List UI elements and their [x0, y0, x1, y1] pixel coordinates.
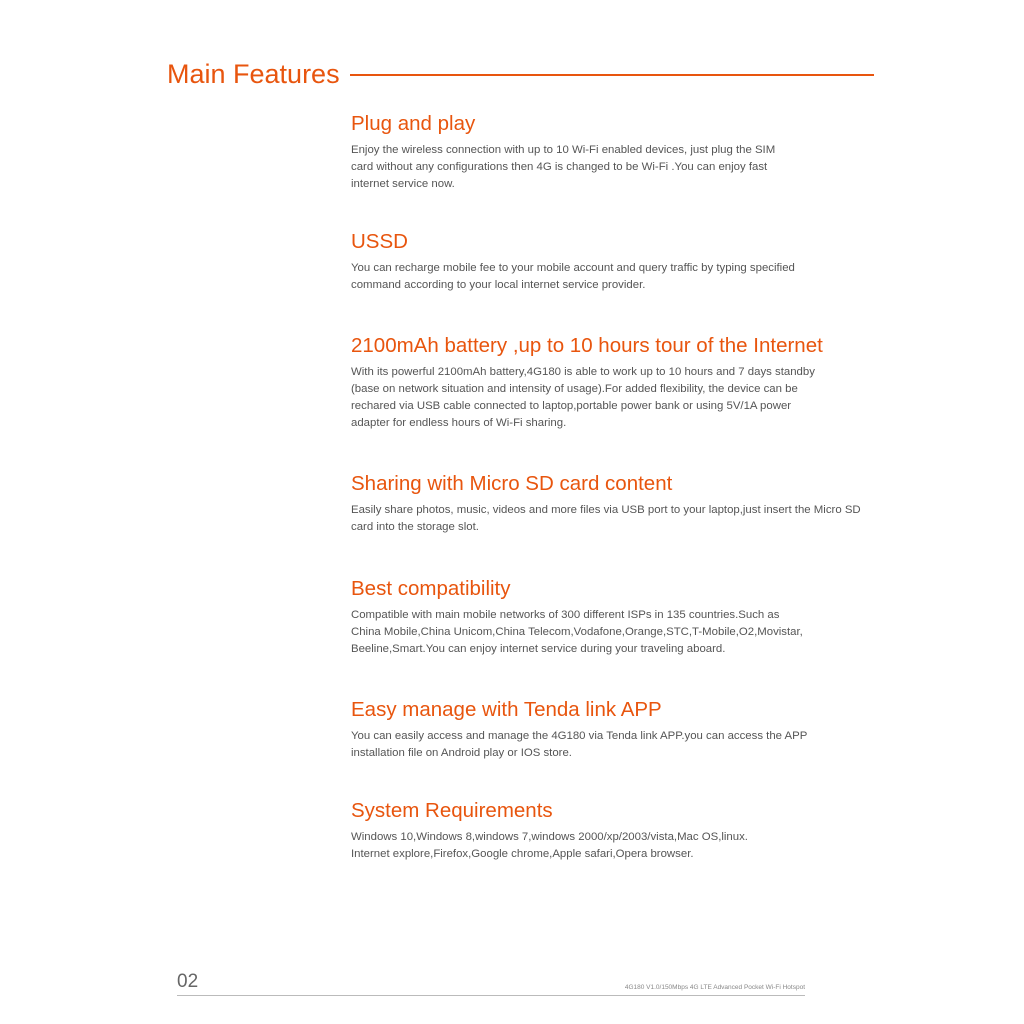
footer-caption: 4G180 V1.0/150Mbps 4G LTE Advanced Pocket Wi-Fi Hotspot [624, 984, 805, 991]
page-title: Main Features [167, 59, 340, 89]
feature-section-plug-and-play [351, 110, 871, 193]
feature-heading: 2100mAh battery ,up to 10 hours tour of the Internet [351, 334, 823, 357]
feature-description: You can easily access and manage the 4G180 via Tenda link APP.you can access the APP installation file on Android play or IOS store. [351, 730, 808, 759]
feature-description: With its powerful 2100mAh battery,4G180 is able to work up to 10 hours and 7 days standby (base on network situation and intensity of usage).For added flexibility, the device can be rechared via USB cable connected to laptop,portable power bank or using 5V/1A power adapter for endless hours of Wi-Fi sharing. [351, 366, 815, 429]
footer-divider [177, 995, 805, 996]
feature-heading: System Requirements [351, 799, 553, 822]
feature-section-compatibility [351, 575, 871, 658]
feature-description: Easily share photos, music, videos and more files via USB port to your laptop,just insert the Micro SD card into the storage slot. [351, 504, 861, 533]
feature-heading: Easy manage with Tenda link APP [351, 698, 662, 721]
feature-description: Enjoy the wireless connection with up to 10 Wi-Fi enabled devices, just plug the SIM card without any configurations then 4G is changed to be Wi-Fi .You can enjoy fast internet service now. [351, 144, 776, 190]
feature-description: You can recharge mobile fee to your mobile account and query traffic by typing specified command according to your local internet service provider. [351, 262, 795, 291]
feature-description: Compatible with main mobile networks of 300 different ISPs in 135 countries.Such as China Mobile,China Unicom,China Telecom,Vodafone,Orange,STC,T-Mobile,O2,Movistar, Beeline,Smart.You can enjoy internet service during your traveling aboard. [351, 609, 803, 655]
feature-description: Windows 10,Windows 8,windows 7,windows 2000/xp/2003/vista,Mac OS,linux. Internet explore,Firefox,Google chrome,Apple safari,Opera browser. [351, 831, 748, 860]
feature-section-system-requirements [351, 797, 871, 863]
feature-section-tenda-app [351, 696, 871, 762]
feature-heading: Best compatibility [351, 577, 511, 600]
feature-heading: USSD [351, 230, 408, 253]
title-divider [350, 74, 874, 76]
page-number: 02 [177, 971, 199, 992]
feature-section-ussd [351, 228, 871, 294]
feature-section-battery [351, 332, 871, 432]
feature-heading: Sharing with Micro SD card content [351, 472, 673, 495]
feature-section-micro-sd [351, 470, 871, 536]
feature-heading: Plug and play [351, 112, 476, 135]
